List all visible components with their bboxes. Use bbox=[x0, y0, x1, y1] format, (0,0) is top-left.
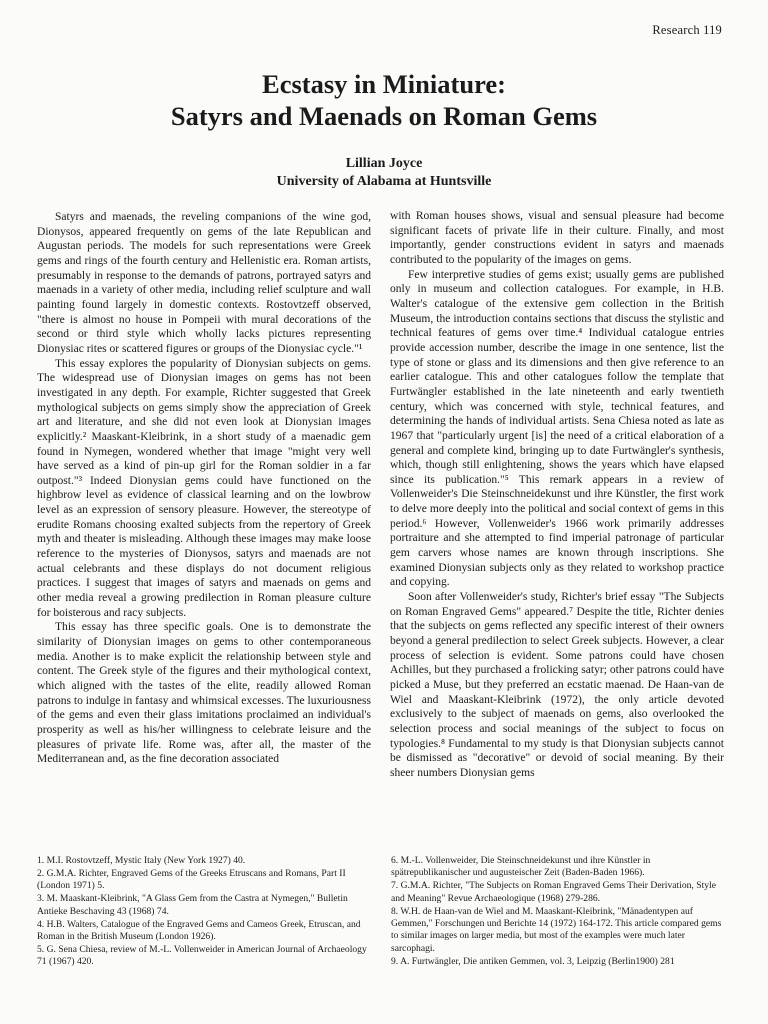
body-column-left bbox=[37, 210, 371, 767]
footnote: 5. G. Sena Chiesa, review of M.-L. Vollenweider in American Journal of Archaeology 71 (1967) 420. bbox=[37, 943, 367, 968]
footnote: 7. G.M.A. Richter, "The Subjects on Roman Engraved Gems Their Derivation, Style and Meaning" Revue Archaeologique (1968) 279-286. bbox=[391, 880, 716, 904]
paragraph: Satyrs and maenads, the reveling companions of the wine god, Dionysos, appeared frequently on gems of the late Republican and Augustan periods. The models for such representations were Greek gems and rings of the fourth century and Hellenistic era. Roman artists, presumably in response to the demands of patrons, portrayed satyrs and maenads in a variety of other media, including relief sculpture and wall painting found largely in domestic contexts. Rostovtzeff observed, "there is almost no house in Pompeii with mural decorations of the second or third style which wholly lacks pictures representing Dionysiac rites or scattered figures or groups of the Dionysiac cycle."¹ bbox=[37, 211, 371, 355]
running-head: Research 119 bbox=[652, 23, 722, 37]
footnote: 3. M. Maaskant-Kleibrink, "A Glass Gem from the Castra at Nymegen," Bulletin Antieke Beschaving 43 (1968) 74. bbox=[37, 893, 348, 917]
paragraph: with Roman houses shows, visual and sensual pleasure had become significant facets of private life in their culture. Finally, and most importantly, gender constructions evident in satyrs and maenads contributed to the popularity of the images on gems. bbox=[390, 210, 724, 266]
author-block bbox=[0, 155, 768, 191]
author-name: Lillian Joyce bbox=[345, 156, 423, 171]
body-column-right bbox=[390, 209, 724, 781]
title-line-1: Ecstasy in Miniature: bbox=[262, 69, 506, 99]
footnotes-left bbox=[37, 855, 373, 969]
paragraph: This essay explores the popularity of Dionysian subjects on gems. The widespread use of Dionysian images on gems has not been investigated in any depth. For example, Richter suggested that Greek mythological subjects on gems simply show the appreciation of Greek art and literature, and she did not even look at Dionysian images explicitly.² Maaskant-Kleibrink, in a short study of a maenadic gem found in Nymegen, wondered whether that image "might very well have served as a kind of pin-up girl for the Roman soldier in a far outpost."³ Indeed Dionysian gems could have functioned on the highbrow level as evidence of classical learning and on the lowbrow level as an expression of sensory pleasure. However, the stereotype of erudite Romans choosing exalted subjects from the repertory of Greek myth and theater is misleading. Although these images may make loose reference to the mysteries of Dionysos, satyrs and maenads are not actual celebrants and these displays do not document religious practices. I suggest that images of satyrs and maenads on gems and other media reveal a growing predilection in Roman pleasure culture for boisterous and racy subjects. bbox=[37, 357, 371, 619]
article-title bbox=[0, 68, 768, 132]
paragraph: Few interpretive studies of gems exist; usually gems are published only in museum and collection catalogues. For example, in H.B. Walter's catalogue of the extensive gem collection in the British Museum, the introduction contains sections that discuss the stylistic and technical features of gems over time.⁴ Individual catalogue entries provide accession number, describe the image in one sentence, list the type of stone or glass and its dimensions and then give reference to an earlier catalogue. This and other catalogues follow the template that Furtwängler established in the late nineteenth and early twentieth century, which was concerned with style, technical features, and determining the hands of individual artists. Sena Chiesa noted as late as 1967 that "particularly urgent [is] the need of a critical elaboration of a general and complete kind, bringing up to date Furtwängler's synthesis, which, though still enlightening, shows the years which have elapsed since its publication."⁵ This remark appears in a review of Vollenweider's Die Steinschneidekunst und ihre Künstler, the first work to delve more deeply into the political and social context of gems in this period.⁶ However, Vollenweider's 1966 work primarily addresses portraiture and she attempted to find imperial patronage of particular gem carvers whose names are known through inscriptions. She examined Dionysian subjects only as they related to workshop practice and copying. bbox=[390, 268, 724, 589]
footnote: 2. G.M.A. Richter, Engraved Gems of the Greeks Etruscans and Romans, Part II (London 1971) 5. bbox=[37, 867, 346, 892]
title-line-2: Satyrs and Maenads on Roman Gems bbox=[170, 101, 598, 131]
paragraph: This essay has three specific goals. One is to demonstrate the similarity of Dionysian images on gems to other contemporaneous media. Another is to make explicit the relationship between style and content. The Greek style of the figures and their mythological context, which aligned with the tastes of the elite, readily allowed Roman patrons to indulge in fantasy and whimsical excesses. The luxuriousness of the gems and even their glass imitations proclaimed an individual's prosperity as well as his/her willingness to celebrate leisure and the pleasures of private life. Rome was, after all, the master of the Mediterranean and, as the fine decoration associated bbox=[37, 621, 371, 766]
author-affiliation: University of Alabama at Huntsville bbox=[276, 174, 492, 189]
footnote: 8. W.H. de Haan-van de Wiel and M. Maaskant-Kleibrink, "Mänadentypen auf Gemmen," Forschungen und Berichte 14 (1972) 164-172. This article compared gems to similar images on larger media, but most of the examples were much later sarcophagi. bbox=[391, 905, 722, 954]
footnote: 6. M.-L. Vollenweider, Die Steinschneidekunst und ihre Künstler in spätrepublikanischer und augusteischer Zeit (Baden-Baden 1966). bbox=[391, 855, 651, 879]
footnote: 9. A. Furtwängler, Die antiken Gemmen, vol. 3, Leipzig (Berlin1900) 281 bbox=[391, 955, 675, 967]
footnote: 4. H.B. Walters, Catalogue of the Engraved Gems and Cameos Greek, Etruscan, and Roman in the British Museum (London 1926). bbox=[37, 918, 361, 942]
footnote: 1. M.I. Rostovtzeff, Mystic Italy (New York 1927) 40. bbox=[37, 855, 246, 866]
footnotes-right bbox=[391, 855, 727, 969]
paragraph: Soon after Vollenweider's study, Richter's brief essay "The Subjects on Roman Engraved Gems" appeared.⁷ Despite the title, Richter denies that the subjects on gems reflected any specific interest of their owners beyond a general predilection to select Greek subjects. However, a clear process of selection is evident. Some patrons could have chosen Achilles, but they purchased a frolicking satyr; other patrons could have picked a Muse, but they preferred an ecstatic maenad. De Haan-van de Wiel and Maaskant-Kleibrink (1972), the only article devoted exclusively to the subject of maenads on gems, also overlooked the selection process and social meanings of the subject to focus on typologies.⁸ Fundamental to my study is that Dionysian subjects cannot be dismissed as "decorative" or devoid of social meaning. By their sheer numbers Dionysian gems bbox=[390, 591, 724, 779]
